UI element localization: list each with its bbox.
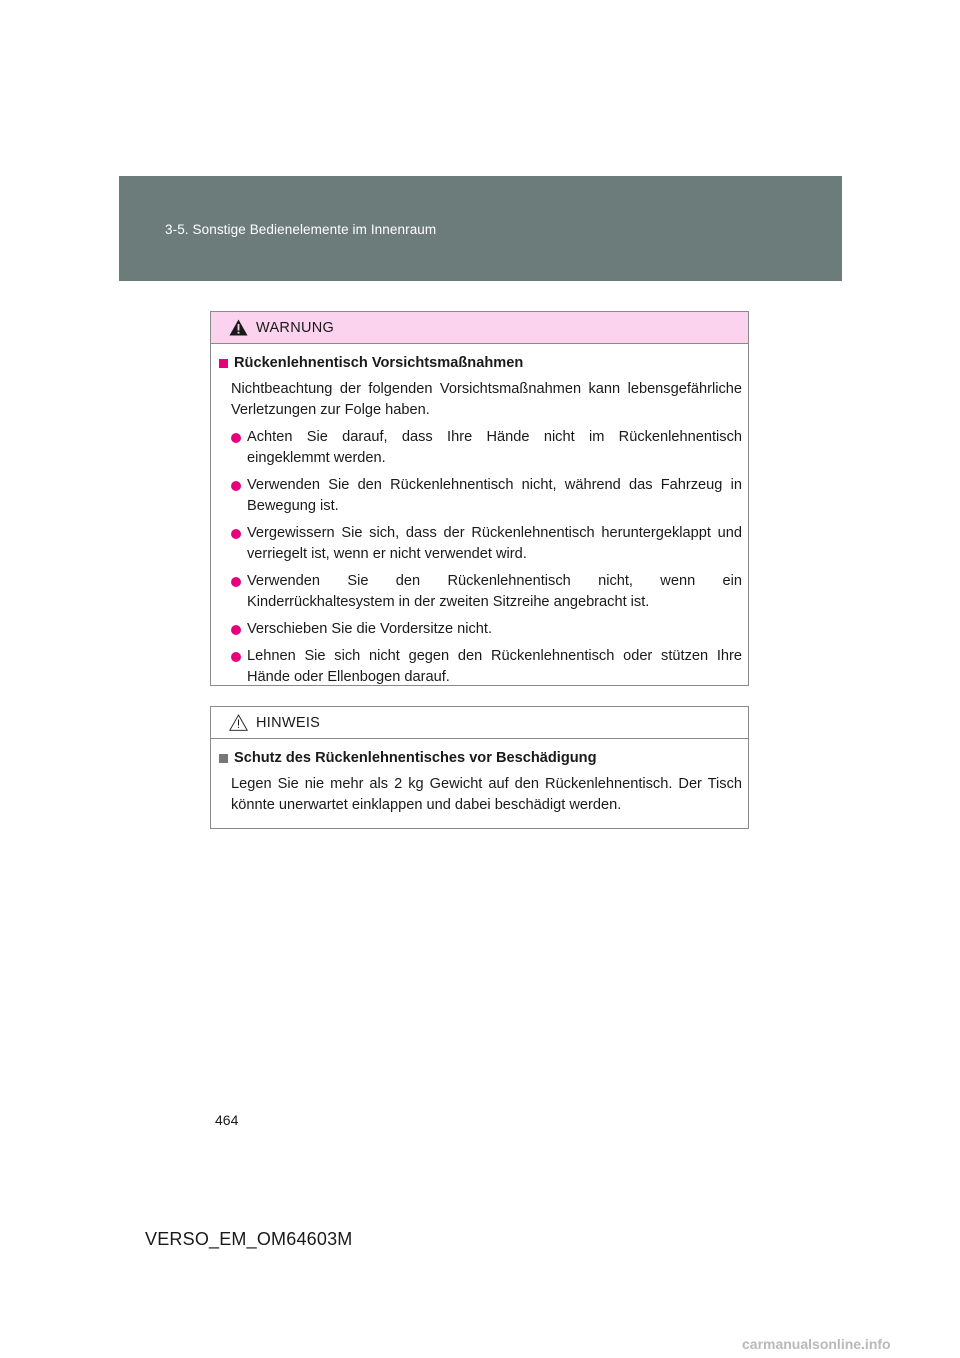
list-item-text: Vergewissern Sie sich, dass der Rückenlehnentisch heruntergeklappt und verriegelt ist, wenn er nicht verwendet wird.	[247, 525, 742, 562]
list-item	[219, 571, 742, 613]
round-bullet-icon	[231, 652, 241, 662]
list-item-text: Verschieben Sie die Vordersitze nicht.	[247, 621, 492, 637]
warning-topic-text: Rückenlehnentisch Vorsichtsmaßnahmen	[234, 355, 524, 371]
list-item	[219, 427, 742, 469]
watermark: carmanualsonline.info	[742, 1336, 891, 1352]
round-bullet-icon	[231, 577, 241, 587]
square-bullet-icon	[219, 754, 228, 763]
round-bullet-icon	[231, 433, 241, 443]
square-bullet-icon	[219, 359, 228, 368]
list-item-text: Verwenden Sie den Rückenlehnentisch nicht, wenn ein Kinderrückhaltesystem in der zweiten Sitzreihe angebracht ist.	[247, 573, 742, 610]
caution-triangle-outline-icon	[229, 714, 248, 731]
warning-body	[211, 344, 748, 688]
note-topic-text: Schutz des Rückenlehnentisches vor Beschädigung	[234, 750, 597, 766]
list-item	[219, 523, 742, 565]
list-item-text: Verwenden Sie den Rückenlehnentisch nicht, während das Fahrzeug in Bewegung ist.	[247, 477, 742, 514]
list-item-text: Achten Sie darauf, dass Ihre Hände nicht im Rückenlehnentisch eingeklemmt werden.	[247, 429, 742, 466]
page-number: 464	[215, 1112, 239, 1128]
note-body	[211, 739, 748, 816]
list-item	[219, 619, 742, 640]
round-bullet-icon	[231, 481, 241, 491]
footer-code: VERSO_EM_OM64603M	[145, 1229, 353, 1249]
warning-intro: Nichtbeachtung der folgenden Vorsichtsmaßnahmen kann lebensgefährliche Verletzungen zur Folge haben.	[231, 381, 742, 418]
list-item-text: Lehnen Sie sich nicht gegen den Rückenlehnentisch oder stützen Ihre Hände oder Ellenbogen darauf.	[247, 648, 742, 685]
note-text: Legen Sie nie mehr als 2 kg Gewicht auf den Rückenlehnentisch. Der Tisch könnte unerwartet einklappen und dabei beschädigt werden.	[231, 776, 742, 813]
warning-box	[210, 311, 749, 686]
note-box-header	[211, 707, 748, 739]
section-title: 3-5. Sonstige Bedienelemente im Innenraum	[165, 222, 437, 237]
round-bullet-icon	[231, 529, 241, 539]
list-item	[219, 475, 742, 517]
warning-topic	[219, 353, 742, 374]
note-box	[210, 706, 749, 829]
section-header-band	[119, 176, 842, 281]
note-title: HINWEIS	[256, 714, 321, 731]
list-item	[219, 646, 742, 688]
warning-box-header	[211, 312, 748, 344]
note-topic	[219, 748, 742, 769]
round-bullet-icon	[231, 625, 241, 635]
warning-title: WARNUNG	[256, 319, 335, 336]
warning-triangle-icon	[229, 319, 248, 336]
